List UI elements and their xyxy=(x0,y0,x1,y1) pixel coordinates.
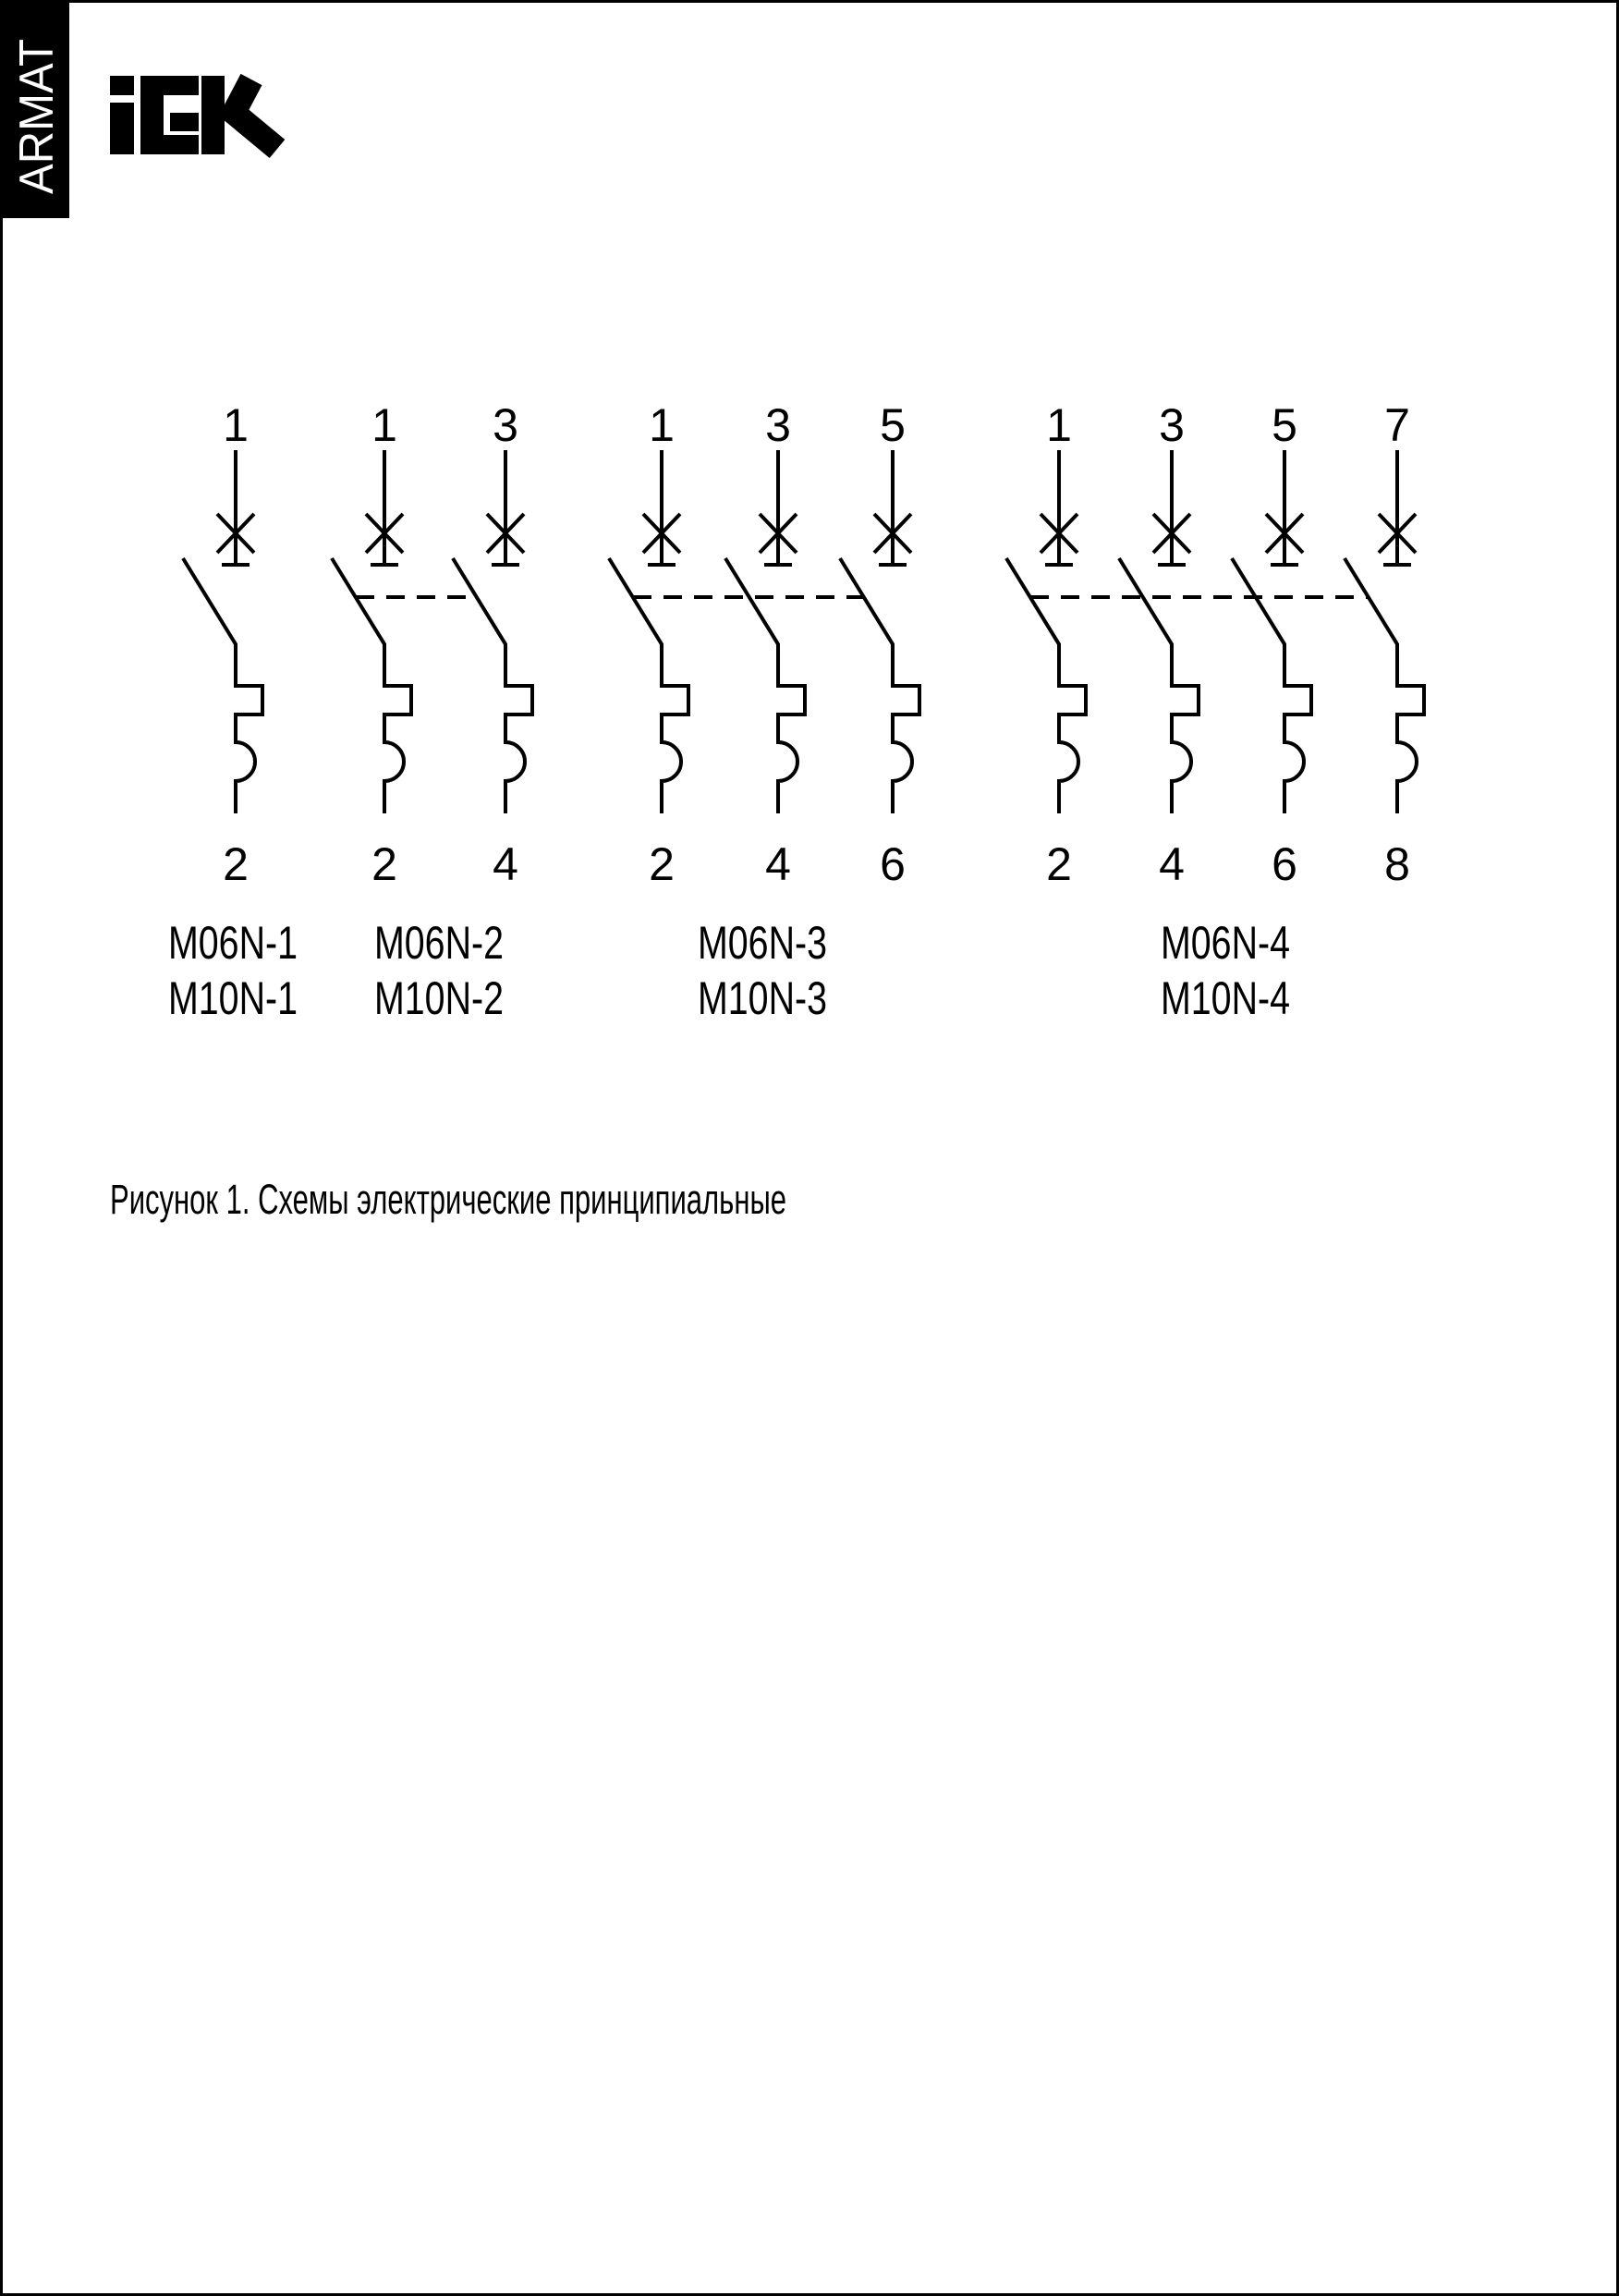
breaker-pole xyxy=(1345,450,1424,813)
logo-i-stem xyxy=(110,103,134,154)
terminal-number-top: 3 xyxy=(1159,399,1185,451)
terminal-number-top: 1 xyxy=(1046,399,1072,451)
terminal-number-bottom: 4 xyxy=(493,838,518,890)
breaker-pole xyxy=(840,450,919,813)
logo-k-arm xyxy=(234,79,277,149)
terminal-number-bottom: 2 xyxy=(649,838,675,890)
model-label: M10N-1 xyxy=(168,972,298,1024)
model-label: M10N-3 xyxy=(698,972,827,1024)
terminal-number-bottom: 4 xyxy=(765,838,791,890)
logo-e-top-bar xyxy=(140,76,199,95)
model-label: M06N-4 xyxy=(1161,917,1290,969)
breaker-pole xyxy=(453,450,532,813)
terminal-number-bottom: 8 xyxy=(1384,838,1410,890)
diagram-m06n-4 xyxy=(1006,399,1424,1024)
model-label: M06N-1 xyxy=(168,917,298,969)
terminal-number-top: 1 xyxy=(649,399,675,451)
terminal-number-bottom: 2 xyxy=(1046,838,1072,890)
terminal-number-top: 5 xyxy=(1272,399,1297,451)
terminal-number-top: 7 xyxy=(1384,399,1410,451)
diagram-m06n-1 xyxy=(168,399,298,1024)
figure-caption: Рисунок 1. Схемы электрические принципиальные xyxy=(110,1176,786,1223)
model-label: M10N-2 xyxy=(374,972,504,1024)
terminal-number-bottom: 6 xyxy=(880,838,906,890)
model-label: M06N-2 xyxy=(374,917,504,969)
model-label: M10N-4 xyxy=(1161,972,1290,1024)
breaker-pole xyxy=(332,450,411,813)
terminal-number-top: 3 xyxy=(493,399,518,451)
breaker-pole xyxy=(609,450,688,813)
diagram-m06n-3 xyxy=(609,399,919,1024)
terminal-number-top: 1 xyxy=(371,399,397,451)
brand-banner-label: ARMAT xyxy=(10,29,64,194)
iek-logo xyxy=(110,76,277,154)
breaker-pole xyxy=(1232,450,1311,813)
terminal-number-bottom: 2 xyxy=(223,838,249,890)
terminal-number-bottom: 2 xyxy=(371,838,397,890)
logo-e-mid-bar xyxy=(170,113,199,131)
diagram-m06n-2 xyxy=(332,399,532,1024)
terminal-number-bottom: 6 xyxy=(1272,838,1297,890)
terminal-number-top: 3 xyxy=(765,399,791,451)
breaker-pole xyxy=(183,450,262,813)
breaker-pole xyxy=(725,450,805,813)
terminal-number-top: 1 xyxy=(223,399,249,451)
breaker-pole xyxy=(1006,450,1086,813)
brand-banner xyxy=(3,3,69,218)
terminal-number-bottom: 4 xyxy=(1159,838,1185,890)
model-label: M06N-3 xyxy=(698,917,827,969)
breaker-pole xyxy=(1119,450,1199,813)
page-border xyxy=(2,2,1618,2295)
logo-i-dot xyxy=(110,76,134,95)
terminal-number-top: 5 xyxy=(880,399,906,451)
logo-e-bottom-bar xyxy=(140,135,199,154)
